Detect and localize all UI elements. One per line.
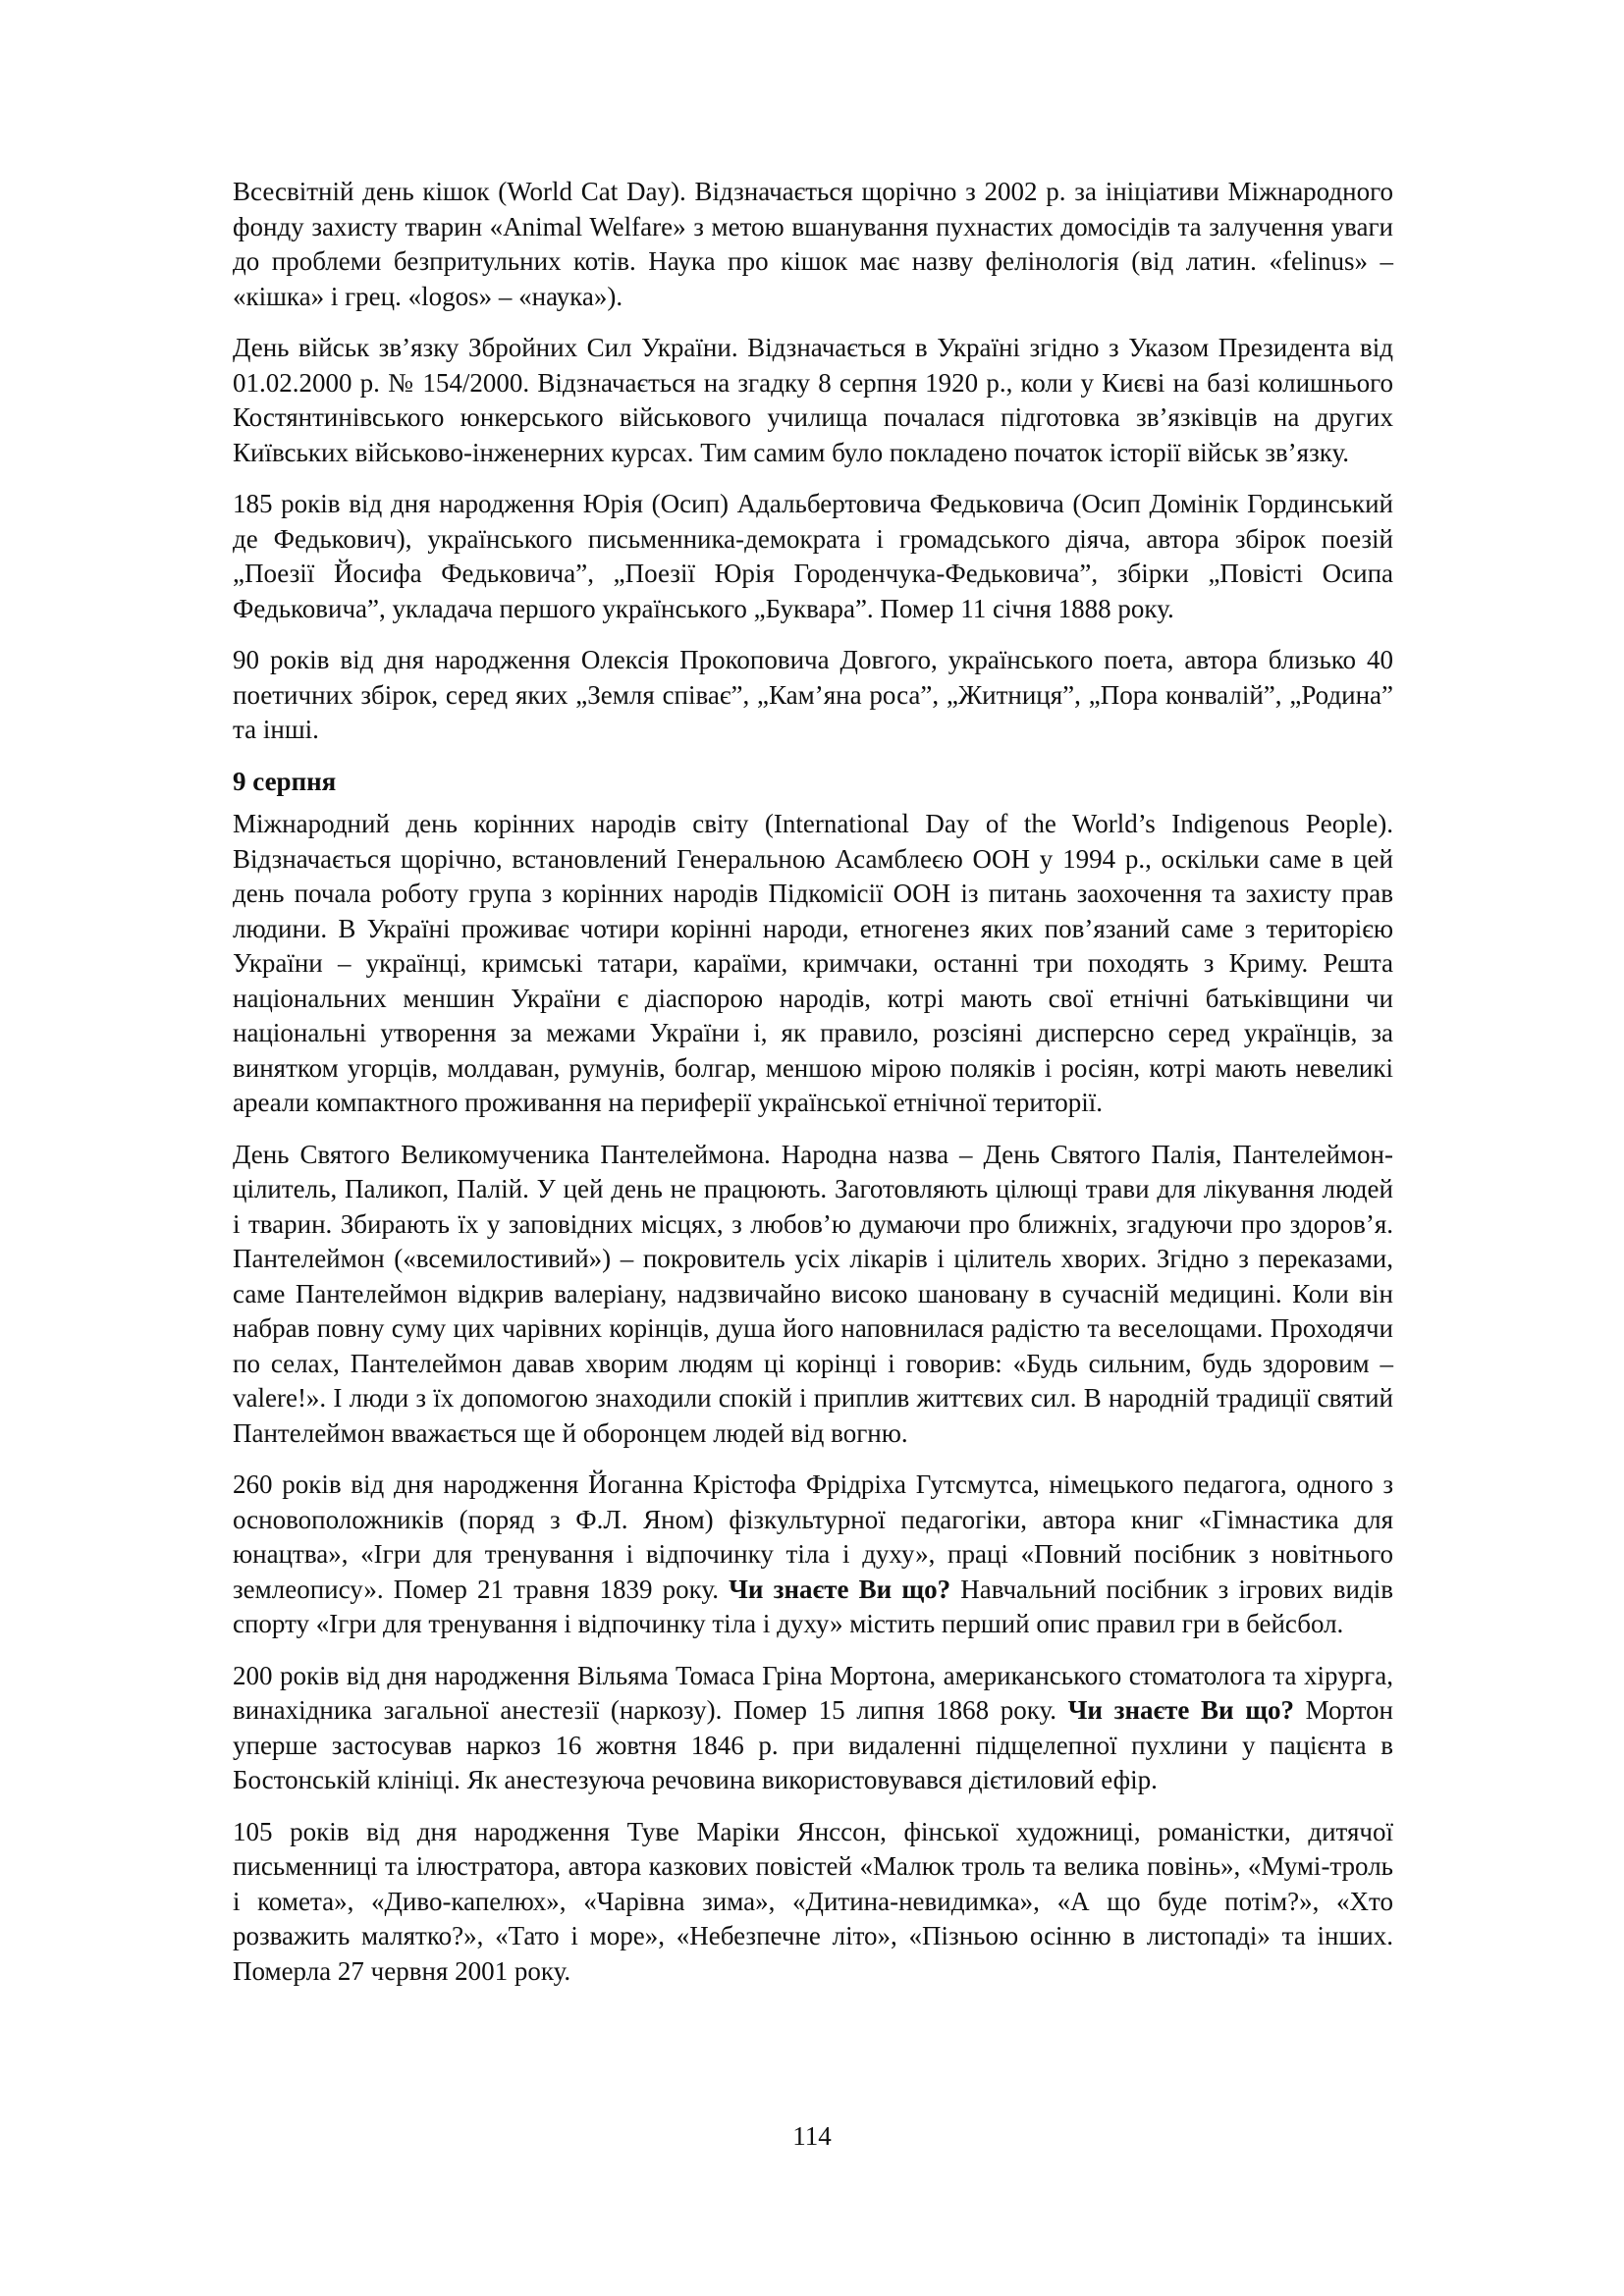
- did-you-know-label: Чи знаєте Ви що?: [1067, 1695, 1295, 1725]
- did-you-know-label: Чи знаєте Ви що?: [729, 1574, 951, 1604]
- paragraph-indigenous-peoples-day: Міжнародний день корінних народів світу (International Day of the World’s Indigenous People). Відзначається щорічно, встановлений Генеральною Асамблеєю ООН у 1994 р., оскільки саме в цей день почала роботу група з корінних народів Підкомісії ООН із питань заохочення та захисту прав людини. В Україні проживає чотири корінні народи, етногенез яких пов’язаний саме з територією України – українці, кримські татари, караїми, кримчаки, останні три походять з Криму. Решта національних меншин України є діаспорою народів, котрі мають свої етнічні батьківщини чи національні утворення за межами України і, як правило, розсіяні дисперсно серед українців, за винятком угорців, молдаван, румунів, болгар, меншою мірою поляків і росіян, котрі мають невеликі ареали компактного проживання на периферії української етнічної території.: [233, 809, 1393, 1117]
- paragraph-gutsmuths: [233, 1468, 1393, 1642]
- gutsmuths-fact: Навчальний посібник з ігрових видів спорту «Ігри для тренування і відпочинку тіла і духу» містить перший опис правил гри в бейсбол.: [233, 1574, 1393, 1638]
- morton-text: 200 років від дня народження Вільяма Томаса Гріна Мортона, американського стоматолога та хірурга, винахідника загальної анестезії (наркозу). Помер 15 липня 1868 року.: [233, 1660, 1393, 1725]
- gutsmuths-text: 260 років від дня народження Йоганна Крістофа Фрідріха Гутсмутса, німецького педагога, одного з основоположників (поряд з Ф.Л. Яном) фізкультурної педагогіки, автора книг «Гімнастика для юнацтва», «Ігри для тренування і відпочинку тіла і духу», праці «Повний посібник з новітнього землеопису». Помер 21 травня 1839 року.: [233, 1469, 1393, 1604]
- document-body: [233, 175, 1393, 2005]
- section-heading-august-9: 9 серпня: [233, 766, 337, 796]
- morton-fact: Мортон уперше застосував наркоз 16 жовтня 1846 р. при видаленні підщелепної пухлини у пацієнта в Бостонській клініці. Як анестезуюча речовина використовувався дієтиловий ефір.: [233, 1695, 1394, 1794]
- paragraph-world-cat-day: Всесвітній день кішок (World Cat Day). Відзначається щорічно з 2002 р. за ініціативи Міжнародного фонду захисту тварин «Animal Welfare» з метою вшанування пухнастих домосідів та залучення уваги до проблеми безпритульних котів. Наука про кішок має назву фелінологія (від латин. «felinus» – «кішка» і грец. «logos» – «наука»).: [233, 177, 1393, 311]
- paragraph-dovhyi: 90 років від дня народження Олексія Прокоповича Довгого, українського поета, автора близько 40 поетичних збірок, серед яких „Земля співає”, „Кам’яна роса”, „Житниця”, „Пора конвалій”, „Родина” та інші.: [233, 645, 1393, 744]
- paragraph-morton: [233, 1659, 1393, 1798]
- paragraph-signal-troops-day: День військ зв’язку Збройних Сил України. Відзначається в Україні згідно з Указом Президента від 01.02.2000 р. № 154/2000. Відзначається на згадку 8 серпня 1920 р., коли у Києві на базі колишнього Костянтинівського юнкерського військового училища почалася підготовка зв’язківців на других Київських військово-інженерних курсах. Тим самим було покладено початок історії військ зв’язку.: [233, 333, 1393, 467]
- paragraph-fedkovych: 185 років від дня народження Юрія (Осип) Адальбертовича Федьковича (Осип Домінік Гординський де Федькович), українського письменника-демократа і громадського діяча, автора збірок поезій „Поезії Йосифа Федьковича”, „Поезії Юрія Городенчука-Федьковича”, збірки „Повісті Осипа Федьковича”, укладача першого українського „Буквара”. Помер 11 січня 1888 року.: [233, 489, 1393, 623]
- page-number: 114: [792, 2121, 832, 2151]
- paragraph-jansson: 105 років від дня народження Туве Маріки Янссон, фінської художниці, романістки, дитячої письменниці та ілюстратора, автора казкових повістей «Малюк троль та велика повінь», «Мумі-троль і комета», «Диво-капелюх», «Чарівна зима», «Дитина-невидимка», «А що буде потім?», «Хто розважить малятко?», «Тато і море», «Небезпечне літо», «Пізньою осінню в листопаді» та інших. Померла 27 червня 2001 року.: [233, 1816, 1393, 1986]
- paragraph-panteleimon-day: День Святого Великомученика Пантелеймона. Народна назва – День Святого Палія, Пантелеймон-цілитель, Паликоп, Палій. У цей день не працюють. Заготовляють цілющі трави для лікування людей і тварин. Збирають їх у заповідних місцях, з любов’ю думаючи про ближніх, згадуючи про здоров’я. Пантелеймон («всемилостивий») – покровитель усіх лікарів і цілитель хворих. Згідно з переказами, саме Пантелеймон відкрив валеріану, надзвичайно високо шановану в сучасній медицині. Коли він набрав повну суму цих чарівних корінців, душа його наповнилася радістю та веселощами. Проходячи по селах, Пантелеймон давав хворим людям ці корінці і говорив: «Будь сильним, будь здоровим – valere!». І люди з їх допомогою знаходили спокій і приплив життєвих сил. В народній традиції святий Пантелеймон вважається ще й оборонцем людей від вогню.: [233, 1139, 1393, 1448]
